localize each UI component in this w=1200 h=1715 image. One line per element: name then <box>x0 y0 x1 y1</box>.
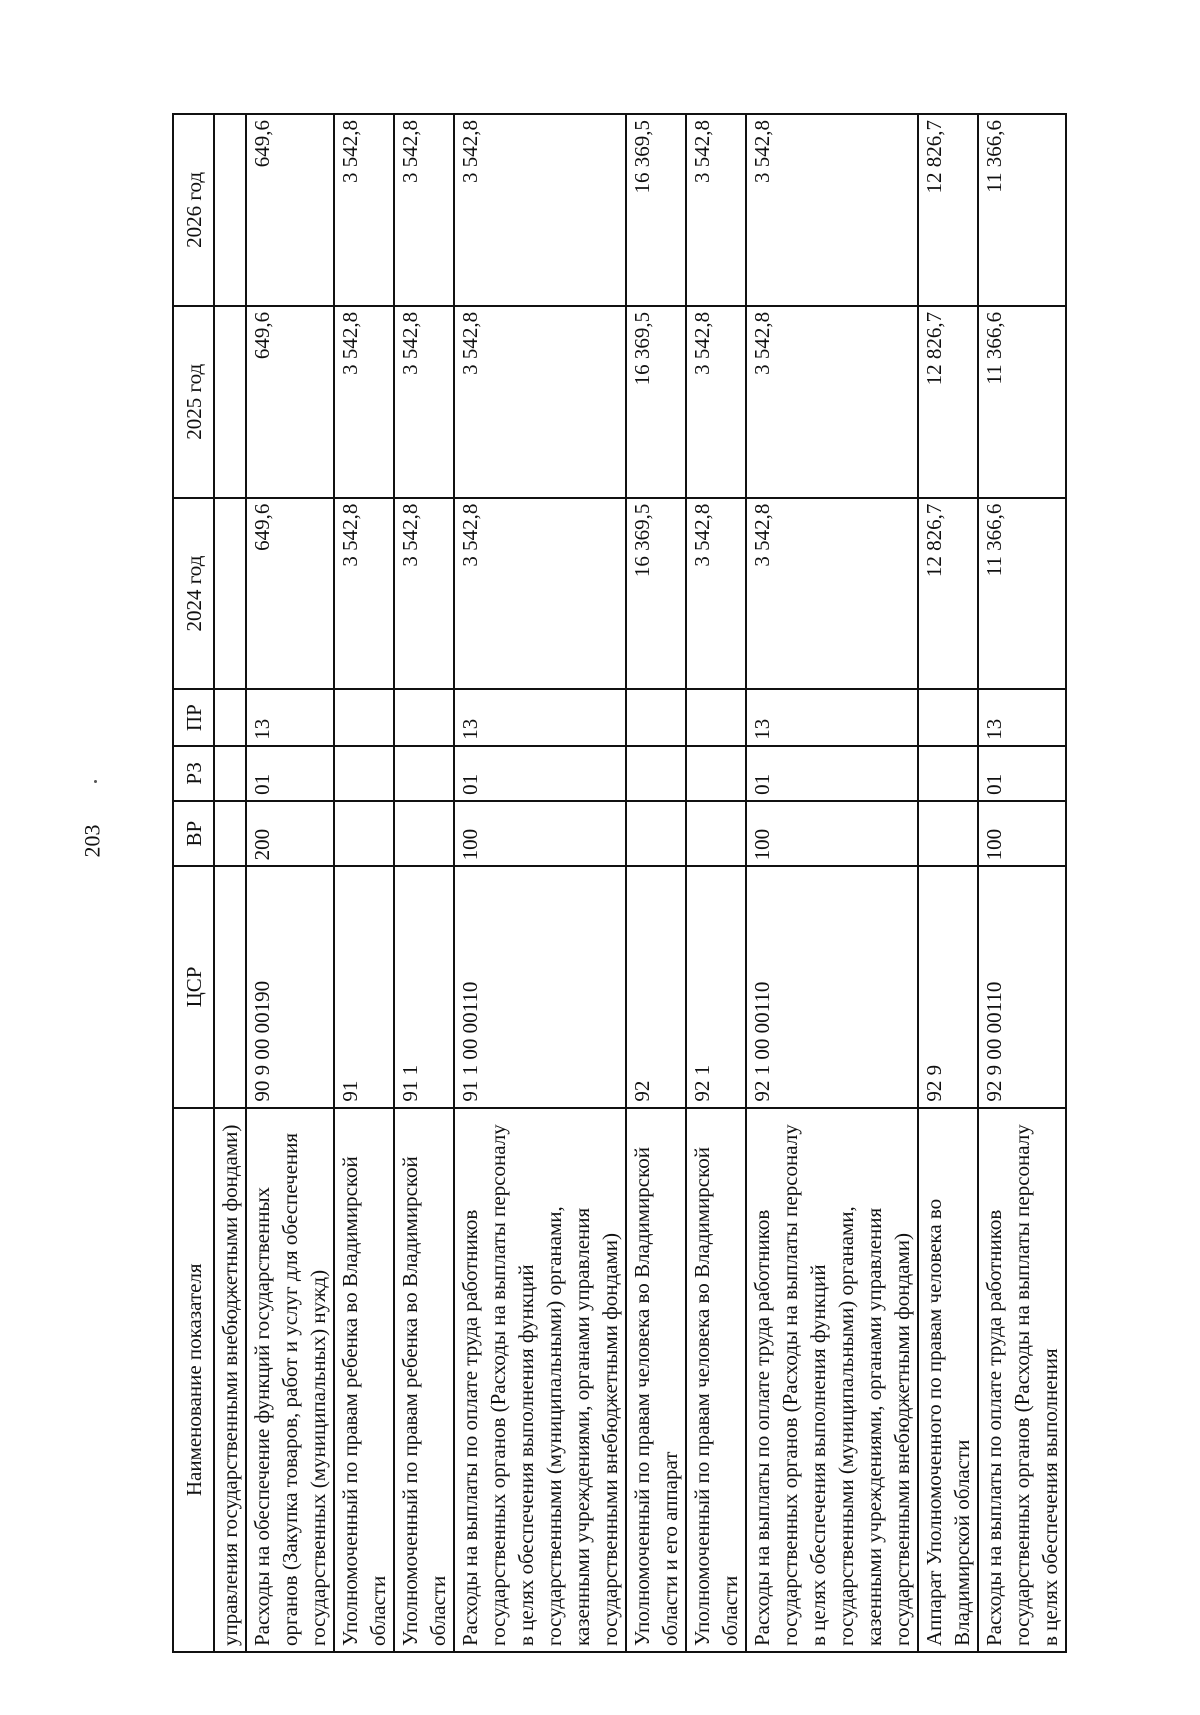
cell-2026: 3 542,8 <box>686 114 746 306</box>
cell-rz <box>214 746 246 801</box>
table-row <box>454 114 626 1652</box>
cell-2025 <box>214 306 246 498</box>
cell-vr <box>394 801 454 866</box>
cell-csr: 90 9 00 00190 <box>246 866 334 1107</box>
header-2025: 2025 год <box>173 306 214 498</box>
cell-vr: 100 <box>454 801 626 866</box>
cell-csr: 92 9 00 00110 <box>978 866 1066 1107</box>
cell-2026: 3 542,8 <box>334 114 394 306</box>
cell-vr <box>334 801 394 866</box>
cell-csr: 91 1 <box>394 866 454 1107</box>
cell-2026: 12 826,7 <box>918 114 978 306</box>
cell-rz: 01 <box>246 746 334 801</box>
header-2026: 2026 год <box>173 114 214 306</box>
cell-2026: 3 542,8 <box>454 114 626 306</box>
cell-csr: 92 1 <box>686 866 746 1107</box>
cell-name: Расходы на выплаты по оплате труда работников государственных органов (Расходы на выплаты персоналу в целях обеспечения выполнения функций государственными (муниципальными) органами, казенными учреждениями, органами управления государственными внебюджетными фондами) <box>454 1108 626 1652</box>
cell-2026: 16 369,5 <box>626 114 686 306</box>
budget-table-frame <box>172 113 1062 1653</box>
header-pr: ПР <box>173 689 214 745</box>
cell-2026: 3 542,8 <box>394 114 454 306</box>
cell-name: Расходы на выплаты по оплате труда работников государственных органов (Расходы на выплаты персоналу в целях обеспечения выполнения функций государственными (муниципальными) органами, казенными учреждениями, органами управления государственными внебюджетными фондами) <box>746 1108 918 1652</box>
cell-2024: 3 542,8 <box>454 498 626 690</box>
cell-pr: 13 <box>746 689 918 745</box>
cell-vr <box>918 801 978 866</box>
cell-csr: 91 1 00 00110 <box>454 866 626 1107</box>
cell-rz <box>334 746 394 801</box>
cell-vr <box>626 801 686 866</box>
cell-csr: 92 9 <box>918 866 978 1107</box>
cell-2025: 16 369,5 <box>626 306 686 498</box>
cell-2026: 3 542,8 <box>746 114 918 306</box>
cell-pr <box>214 689 246 745</box>
cell-name: Аппарат Уполномоченного по правам человека во Владимирской области <box>918 1108 978 1652</box>
cell-name: Уполномоченный по правам человека во Владимирской области <box>686 1108 746 1652</box>
cell-vr: 100 <box>746 801 918 866</box>
cell-2025: 12 826,7 <box>918 306 978 498</box>
header-row <box>173 114 214 1652</box>
cell-vr: 200 <box>246 801 334 866</box>
cell-csr: 92 1 00 00110 <box>746 866 918 1107</box>
cell-rz: 01 <box>454 746 626 801</box>
cell-pr: 13 <box>978 689 1066 745</box>
cell-2024: 3 542,8 <box>394 498 454 690</box>
header-csr: ЦСР <box>173 866 214 1107</box>
cell-csr: 91 <box>334 866 394 1107</box>
table-row <box>334 114 394 1652</box>
table-body <box>214 114 1066 1652</box>
cell-2025: 11 366,6 <box>978 306 1066 498</box>
cell-csr <box>214 866 246 1107</box>
cell-pr: 13 <box>454 689 626 745</box>
header-vr: ВР <box>173 801 214 866</box>
cell-2024: 3 542,8 <box>334 498 394 690</box>
table-row <box>394 114 454 1652</box>
cell-2024: 3 542,8 <box>746 498 918 690</box>
cell-rz: 01 <box>746 746 918 801</box>
table-row <box>214 114 246 1652</box>
cell-2024: 649,6 <box>246 498 334 690</box>
cell-pr <box>334 689 394 745</box>
cell-2024: 11 366,6 <box>978 498 1066 690</box>
cell-csr: 92 <box>626 866 686 1107</box>
cell-2026: 649,6 <box>246 114 334 306</box>
page-number: 203 <box>79 824 105 858</box>
cell-2026 <box>214 114 246 306</box>
table-header <box>173 114 214 1652</box>
cell-2025: 3 542,8 <box>334 306 394 498</box>
cell-pr <box>394 689 454 745</box>
budget-table <box>172 113 1067 1653</box>
cell-vr <box>214 801 246 866</box>
cell-2025: 3 542,8 <box>746 306 918 498</box>
table-row <box>246 114 334 1652</box>
cell-2025: 649,6 <box>246 306 334 498</box>
cell-name: Уполномоченный по правам ребенка во Владимирской области <box>334 1108 394 1652</box>
cell-pr <box>918 689 978 745</box>
header-2024: 2024 год <box>173 498 214 690</box>
table-row <box>918 114 978 1652</box>
cell-rz: 01 <box>978 746 1066 801</box>
scan-dot <box>94 780 97 783</box>
cell-rz <box>626 746 686 801</box>
cell-rz <box>686 746 746 801</box>
table-row <box>746 114 918 1652</box>
cell-2024 <box>214 498 246 690</box>
header-name: Наименование показателя <box>173 1108 214 1652</box>
cell-2024: 3 542,8 <box>686 498 746 690</box>
cell-rz <box>918 746 978 801</box>
table-row <box>686 114 746 1652</box>
table-row <box>978 114 1066 1652</box>
cell-name: Расходы на обеспечение функций государственных органов (Закупка товаров, работ и услуг для обеспечения государственных (муниципальных) нужд) <box>246 1108 334 1652</box>
cell-pr <box>626 689 686 745</box>
cell-pr: 13 <box>246 689 334 745</box>
cell-vr: 100 <box>978 801 1066 866</box>
cell-2025: 3 542,8 <box>686 306 746 498</box>
cell-name: Уполномоченный по правам ребенка во Владимирской области <box>394 1108 454 1652</box>
cell-2024: 16 369,5 <box>626 498 686 690</box>
cell-name: Расходы на выплаты по оплате труда работников государственных органов (Расходы на выплаты персоналу в целях обеспечения выполнения <box>978 1108 1066 1652</box>
cell-name: управления государственными внебюджетными фондами) <box>214 1108 246 1652</box>
cell-2024: 12 826,7 <box>918 498 978 690</box>
cell-rz <box>394 746 454 801</box>
cell-name: Уполномоченный по правам человека во Владимирской области и его аппарат <box>626 1108 686 1652</box>
cell-2025: 3 542,8 <box>454 306 626 498</box>
cell-2025: 3 542,8 <box>394 306 454 498</box>
header-rz: РЗ <box>173 746 214 801</box>
cell-vr <box>686 801 746 866</box>
table-row <box>626 114 686 1652</box>
cell-2026: 11 366,6 <box>978 114 1066 306</box>
cell-pr <box>686 689 746 745</box>
